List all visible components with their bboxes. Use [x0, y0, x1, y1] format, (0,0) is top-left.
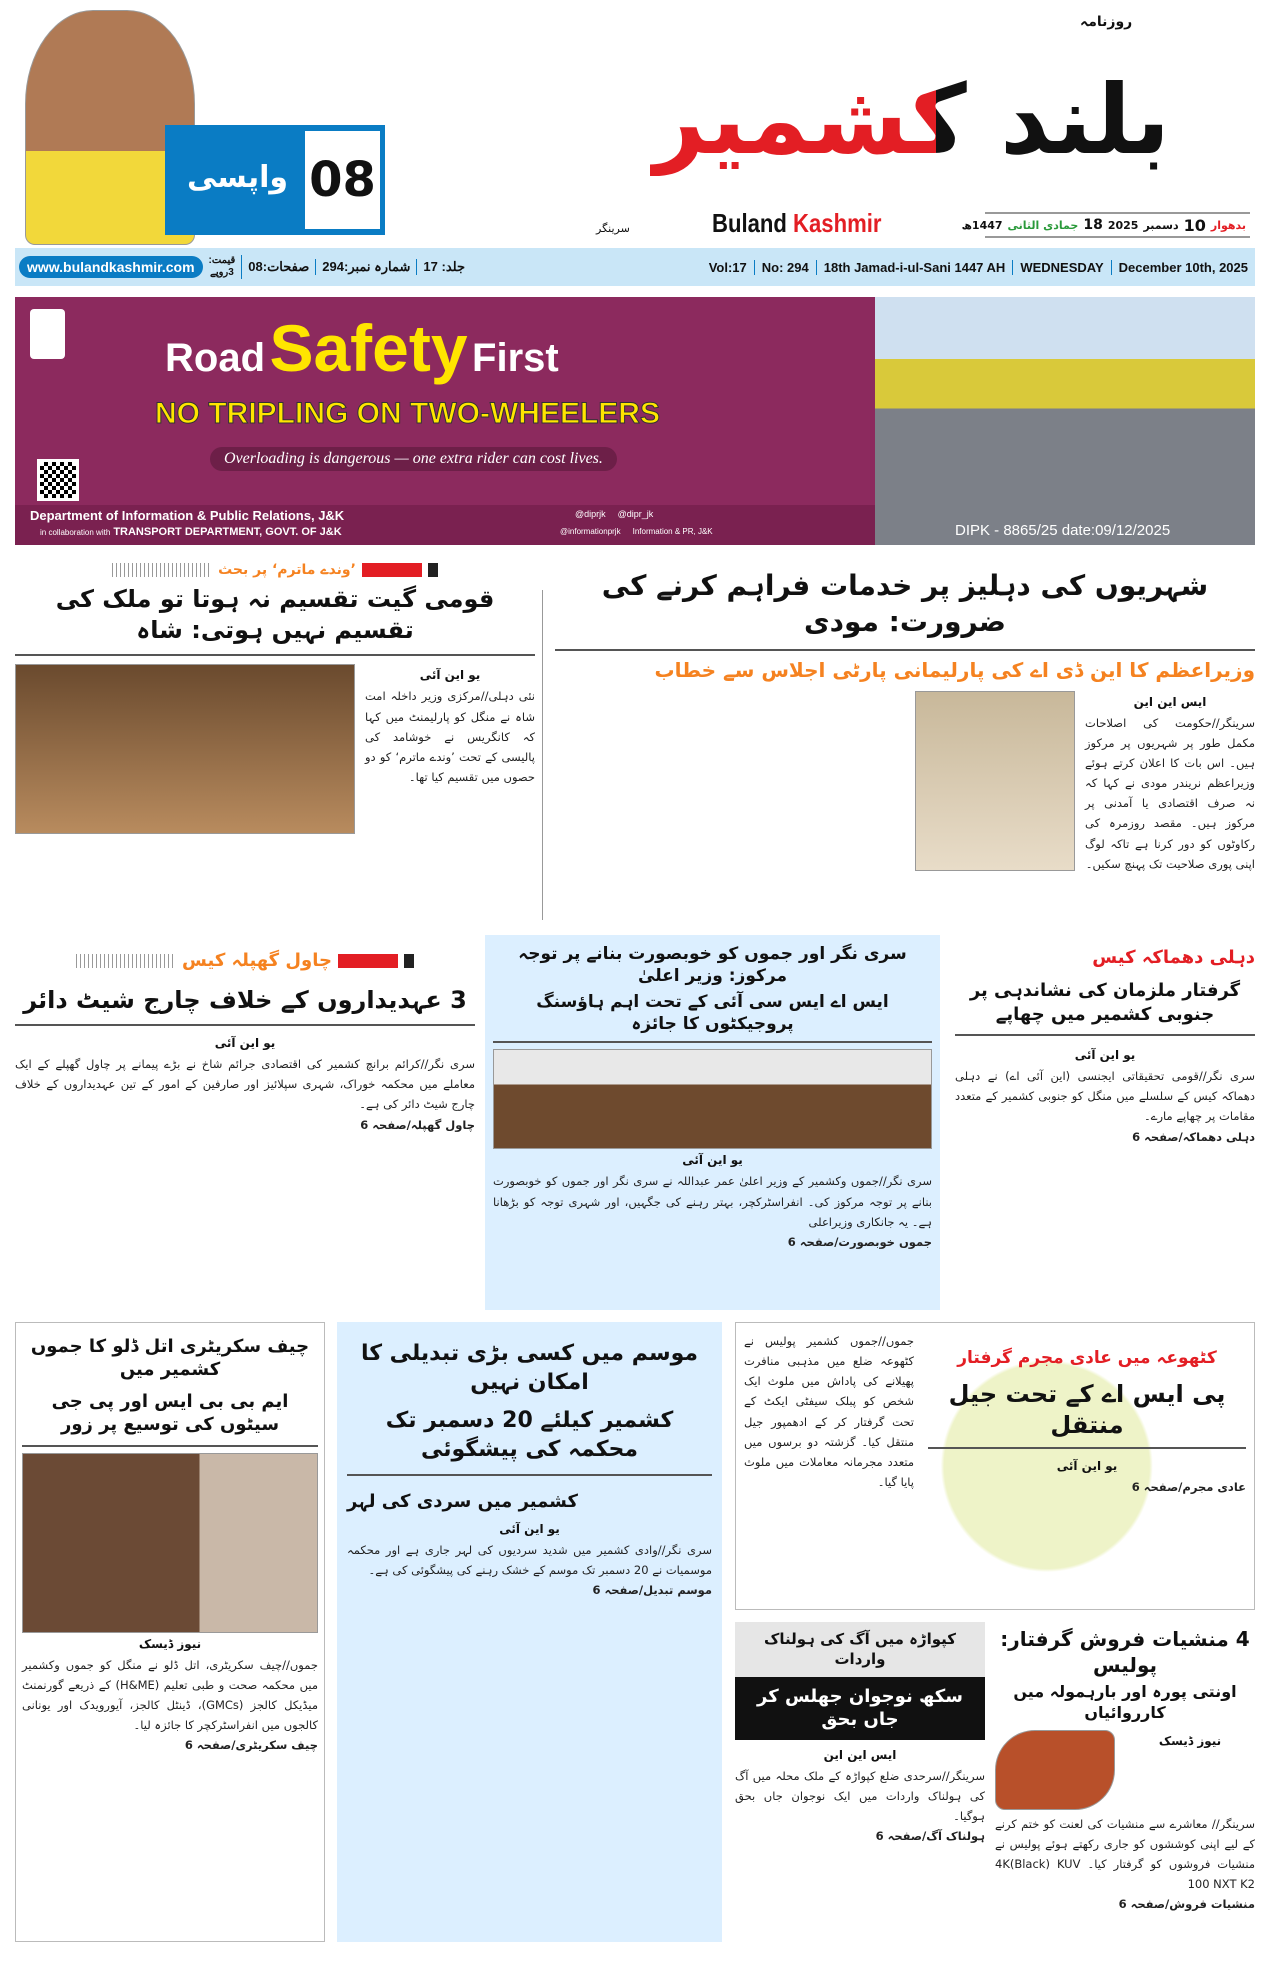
vol: Vol:17	[702, 260, 755, 275]
layout-block	[15, 562, 535, 578]
road-safety-ad[interactable]	[15, 297, 1255, 545]
layout-block	[76, 954, 176, 968]
headline-2: ایس اے ایس سی آئی کے تحت اہم ہاؤسنگ پروجیکٹوں کا جائزہ	[493, 991, 932, 1043]
headline-2: سکھ نوجوان جھلس کر جاں بحق	[735, 1677, 985, 1740]
date: 10	[1183, 215, 1206, 235]
story-chief-secretary[interactable]	[15, 1322, 325, 1942]
handcuffs-illustration	[995, 1730, 1115, 1810]
layout-block	[15, 950, 475, 971]
jump-link[interactable]: موسم تبدیل/صفحہ 6	[592, 1583, 712, 1598]
jump-link[interactable]: منشیات فروش/صفحہ 6	[1118, 1897, 1255, 1912]
modi-photo	[915, 691, 1075, 871]
body: سرینگر//سرحدی ضلع کپواڑہ کے ملک محلہ میں آگ کی ہولناک واردات میں ایک نوجوان جاں بحق ہوگیا۔	[735, 1768, 985, 1824]
body: سرینگر// معاشرے سے منشیات کی لعنت کو ختم کرنے کے لیے اپنی کوششوں کو جاری رکھتے ہوئے پولیس نے منشیات فروشوں کو گرفتار کیا۔ 4K(Black) KUV 100 NXT K2	[995, 1816, 1255, 1891]
headline-1: موسم میں کسی بڑی تبدیلی کا امکان نہیں	[360, 1341, 699, 1395]
body: سری نگر//جموں وکشمیر کے وزیر اعلیٰ عمر عبداللہ نے سری نگر اور جموں کو خوبصورت بنانے پر توجہ مرکوز کی۔ انفراسٹرکچر، بہتر رہنے کی جگہیں، اور شہری توجہ کو بڑھانا ہے۔ یہ جانکاری وزیراعلی	[493, 1174, 932, 1229]
headline: پی ایس اے کے تحت جیل منتقل	[928, 1379, 1246, 1449]
pages: صفحات:08	[242, 259, 316, 275]
story-rice-scam[interactable]	[15, 940, 475, 1310]
agency: ایس این این	[1133, 694, 1207, 709]
headline-2: اونتی پورہ اور بارہمولہ میں کارروائیاں	[1013, 1682, 1237, 1722]
agency: یو این آئی	[499, 1521, 560, 1536]
jump-link[interactable]: چاول گھپلہ/صفحہ 6	[360, 1117, 475, 1132]
story-housing[interactable]	[485, 935, 940, 1310]
layout-block	[338, 954, 398, 968]
logo-english-2: Kashmir	[793, 208, 882, 238]
layout-block	[928, 1331, 1246, 1498]
ad-tagline: NO TRIPLING ON TWO-WHEELERS	[155, 397, 660, 430]
story-weather[interactable]	[337, 1322, 722, 1942]
kicker: چاول گھپلہ کیس	[182, 950, 332, 971]
headline-1: سری نگر اور جموں کو خوبصورت بنانے پر توجہ مرکوز: وزیر اعلیٰ	[518, 944, 907, 987]
ad-reference: DIPK - 8865/25 date:09/12/2025	[955, 522, 1171, 539]
website-link[interactable]: www.bulandkashmir.com	[19, 256, 203, 278]
kicker: ’وندے ماترم‘ پر بحث	[218, 562, 356, 578]
promo-number: 08	[305, 131, 380, 229]
agency: نیوز ڈیسک	[138, 1636, 202, 1651]
hijri-month: جمادی الثانی	[1007, 218, 1079, 232]
motorcycle-photo	[875, 297, 1255, 545]
body: سری نگر//قومی تحقیقاتی ایجنسی (این آئی اے) نے دہلی دھماکہ کیس کے سلسلے میں منگل کو جنوبی کشمیر کے متعدد مقامات پر چھاپے مارے۔	[955, 1069, 1255, 1124]
layout-block	[15, 664, 535, 834]
info-bar	[15, 248, 1255, 286]
layout-block	[744, 1331, 914, 1498]
kicker: کٹھوعہ میں عادی مجرم گرفتار	[957, 1348, 1217, 1368]
agency: یو این آئی	[214, 1036, 276, 1051]
ad-dept: Department of Information & Public Relations, J&K	[30, 508, 345, 523]
logo-english	[712, 208, 881, 239]
agency: یو این آئی	[419, 668, 481, 683]
day: بدھوار	[1210, 218, 1246, 232]
ad-social-2	[560, 527, 713, 536]
agency: ایس این این	[823, 1747, 897, 1762]
subhead: کشمیر میں سردی کی لہر	[347, 1491, 578, 1513]
weekday: WEDNESDAY	[1013, 260, 1111, 275]
story-kupwara-fire[interactable]	[735, 1622, 985, 1942]
promo-label: واپسی	[186, 160, 289, 195]
logo-english-1: Buland	[712, 208, 787, 238]
volume-urdu: جلد: 17	[423, 259, 465, 274]
0: @diprjk	[575, 509, 606, 519]
layout-block	[1085, 691, 1255, 874]
parliament-photo	[15, 664, 355, 834]
qr-code-icon[interactable]	[37, 459, 79, 501]
layout-block	[428, 563, 438, 577]
safety: Safety	[269, 311, 468, 385]
body: جموں//چیف سکریٹری، اتل ڈلو نے منگل کو جموں وکشمیر میں محکمہ صحت و طبی تعلیم (H&ME) کے ذریعے گورنمنٹ میڈیکل کالجز (GMCs)، ڈینٹل کالجز، آیورویدک اور یونانی کالجوں میں انفراسٹرکچر کا جائزہ لیا۔	[22, 1657, 318, 1732]
story-kathua[interactable]	[735, 1322, 1255, 1610]
promo-box[interactable]	[165, 125, 385, 235]
column-divider	[542, 590, 543, 920]
agency: یو این آئی	[682, 1153, 743, 1168]
body: سری نگر//کرائم برانچ کشمیر کی اقتصادی جرائم شاخ نے بڑے پیمانے پر چاول گھپلے کے ایک معاملے میں محکمہ خوراک، شہری سپلائیز اور صارفین کے امور کے تین عہدیداروں کے خلاف چارج شیٹ دائر کی ہے۔	[15, 1057, 475, 1112]
hijri-date: 18th Jamad-i-ul-Sani 1447 AH	[817, 260, 1014, 275]
headline-2: کشمیر کیلئے 20 دسمبر تک محکمہ کی پیشگوئی	[347, 1407, 712, 1476]
story-shah[interactable]	[15, 562, 535, 922]
logo	[590, 40, 1230, 200]
ad-subline: Overloading is dangerous — one extra rider can cost lives.	[210, 447, 617, 471]
issue-no: No: 294	[755, 260, 817, 275]
price: 3روپے	[209, 267, 234, 278]
ad-collab	[40, 526, 342, 538]
kicker: دہلی دھماکہ کیس	[1092, 947, 1255, 968]
road: Road	[165, 336, 265, 380]
date: December 10th, 2025	[1118, 259, 1248, 275]
story-modi[interactable]	[555, 562, 1255, 927]
agency: نیوز ڈیسک	[1158, 1733, 1222, 1748]
hijri-day: 18	[1083, 217, 1103, 233]
headline-2: ایم بی بی ایس اور پی جی سیٹوں کی توسیع پر زور	[22, 1390, 318, 1447]
urdu-date	[961, 212, 1250, 238]
layout-block	[995, 1730, 1255, 1810]
layout-block	[112, 563, 212, 577]
subhead: وزیراعظم کا این ڈی اے کی پارلیمانی پارٹی اجلاس سے خطاب	[654, 657, 1255, 682]
collab: TRANSPORT DEPARTMENT, GOVT. OF J&K	[113, 526, 342, 538]
meeting-photo	[493, 1049, 932, 1149]
ad-social-1	[575, 509, 653, 519]
emblem-icon	[30, 309, 65, 359]
layout-block	[555, 691, 1255, 874]
headline-1: چیف سکریٹری اتل ڈلو کا جموں کشمیر میں	[30, 1336, 310, 1381]
headline: 3 عہدیداروں کے خلاف چارج شیٹ دائر	[15, 985, 475, 1026]
layout-block	[365, 664, 535, 834]
body: نئی دہلی//مرکزی وزیر داخلہ امت شاہ نے منگل کو پارلیمنٹ میں کہا کہ کانگریس نے خوشامد کی پالیسی کے تحت ’وندے ماترم‘ کو دو حصوں میں تقسیم کیا تھا۔	[365, 689, 535, 784]
layout-block	[744, 1331, 1246, 1498]
story-delhi-blast[interactable]	[955, 940, 1255, 1310]
issue: شمارہ نمبر:294	[316, 259, 417, 275]
headline-1: کپواڑہ میں آگ کی ہولناک واردات	[735, 1622, 985, 1677]
price	[203, 255, 243, 279]
collab-label: in collaboration with	[40, 528, 111, 537]
3: Information & PR, J&K	[632, 527, 713, 536]
first: First	[472, 336, 559, 380]
body: سرینگر//حکومت کی اصلاحات مکمل طور پر شہریوں پر مرکوز ہیں۔ اس بات کا اعلان کرتے ہوئے وزیراعظم نریندر مودی نے کہا کہ نہ صرف اقتصادی یا آمدنی پر مرکوز ہیں۔ مقصد روزمرہ کی رکاوٹوں کو دور کرنا ہے تاکہ لوگ اپنی پوری صلاحیت تک پہنچ سکیں۔	[1085, 715, 1255, 871]
headline-1: 4 منشیات فروش گرفتار: پولیس	[1000, 1627, 1250, 1677]
headline: گرفتار ملزمان کی نشاندہی پر جنوبی کشمیر میں چھاپے	[955, 979, 1255, 1036]
price-label: قیمت:	[208, 255, 236, 266]
city-label: سرینگر	[596, 222, 630, 235]
month: دسمبر	[1143, 218, 1179, 232]
jump-link[interactable]: عادی مجرم/صفحہ 6	[1131, 1480, 1246, 1495]
1: @dipr_jk	[617, 509, 654, 519]
story-drug-peddlers[interactable]	[995, 1622, 1255, 1942]
logo-prefix: روزنامہ	[1080, 14, 1133, 30]
2: @informationprjk	[560, 527, 621, 536]
agency: یو این آئی	[1056, 1459, 1118, 1474]
review-meeting-photo	[22, 1453, 318, 1633]
jump-link[interactable]: چیف سکریٹری/صفحہ 6	[184, 1738, 318, 1753]
agency: یو این آئی	[1074, 1048, 1136, 1063]
year: 2025	[1107, 218, 1139, 232]
layout-block	[362, 563, 422, 577]
body: سری نگر//وادی کشمیر میں شدید سردیوں کی لہر جاری ہے اور محکمہ موسمیات نے 20 دسمبر تک موسم کے خشک رہنے کی پیشگوئی کی ہے۔	[347, 1542, 712, 1577]
jump-link[interactable]: ہولناک آگ/صفحہ 6	[875, 1829, 985, 1844]
headline: شہریوں کی دہلیز پر خدمات فراہم کرنے کی ضرورت: مودی	[555, 562, 1255, 651]
headline: قومی گیت تقسیم نہ ہوتا تو ملک کی تقسیم نہیں ہوتی: شاہ	[15, 578, 535, 656]
jump-link[interactable]: جموں خوبصورت/صفحہ 6	[787, 1234, 932, 1249]
jump-link[interactable]: دہلی دھماکہ/صفحہ 6	[1132, 1129, 1255, 1144]
body: جموں//جموں کشمیر پولیس نے کٹھوعہ ضلع میں مذہبی منافرت پھیلانے کی پاداش میں ملوث ایک شخص کو پبلک سیفٹی ایکٹ کے تحت گرفتار کر کے ادھمپور جیل منتقل کیا۔ گزشتہ دو برسوں میں متعدد مجرمانہ معاملات میں ملوث پایا گیا۔	[744, 1334, 914, 1489]
layout-block	[404, 954, 414, 968]
ad-title	[165, 311, 559, 385]
logo-text: بلند کشمیر	[649, 64, 1171, 176]
hijri-year: 1447ھ	[961, 218, 1003, 232]
